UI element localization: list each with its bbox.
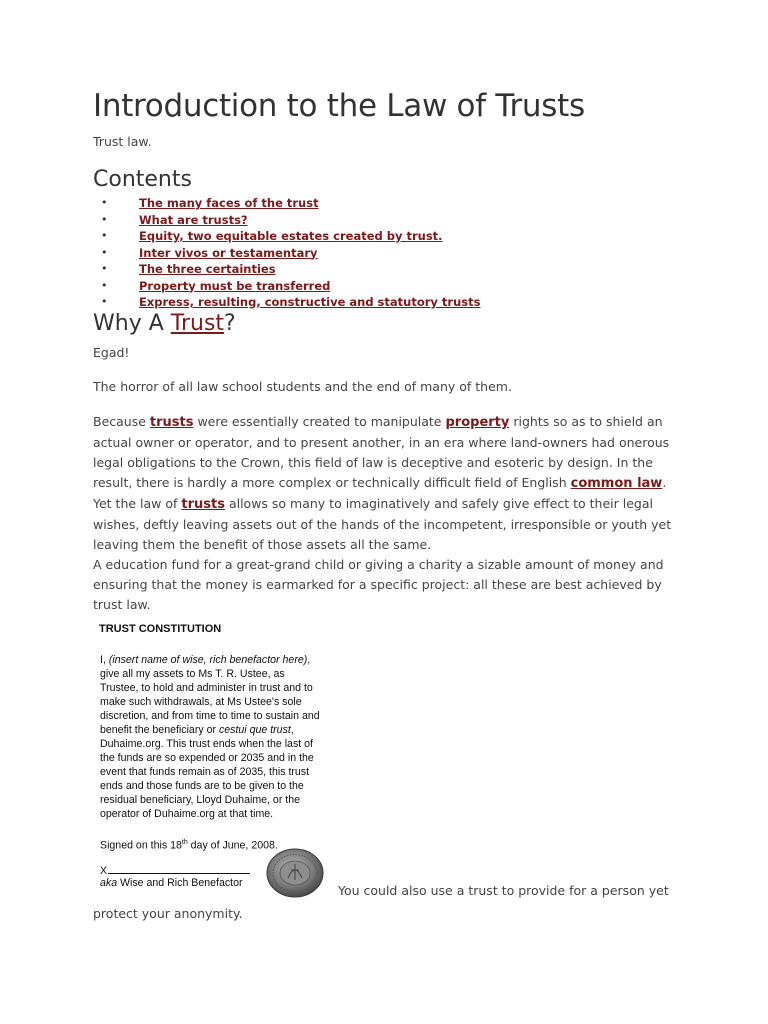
contents-heading: Contents — [93, 167, 192, 192]
toc-item — [93, 294, 593, 311]
text-span: Signed on this 18 — [100, 839, 182, 852]
aka-line — [100, 876, 243, 890]
trusts-link[interactable]: trusts — [149, 415, 194, 430]
common-law-link[interactable]: common law — [570, 476, 663, 491]
bullet-icon: • — [101, 295, 108, 308]
bullet-icon: • — [101, 262, 108, 275]
bullet-icon: • — [101, 196, 108, 209]
paragraph-because — [93, 412, 683, 615]
text-span: Yet the law of — [93, 496, 182, 511]
toc-item — [93, 228, 593, 245]
trust-constitution-body — [100, 653, 340, 821]
toc-link-three-certainties[interactable]: The three certainties — [139, 262, 276, 276]
after-image-text: You could also use a trust to provide for a person yet — [338, 883, 669, 898]
trust-constitution-heading: TRUST CONSTITUTION — [99, 623, 222, 635]
toc-link-what-are-trusts[interactable]: What are trusts? — [139, 212, 248, 227]
cestui-text: cestui que trust — [218, 724, 291, 736]
text-span: , Duhaime.org. This trust ends when the last of the funds are so expended or 2035 and in the event that funds remain as of 2035, this trust ends and those funds are to be given to the residual beneficiary, Lloyd Duhaime, or the operator of Duhaime.org at that time. — [100, 724, 314, 820]
superscript: th — [181, 839, 188, 846]
why-heading-prefix: Why A — [93, 311, 171, 336]
toc-link-many-faces[interactable]: The many faces of the trust — [139, 196, 319, 210]
why-heading — [93, 311, 236, 336]
text-span: day of June, 2008. — [187, 839, 278, 852]
paragraph-horror: The horror of all law school students and the end of many of them. — [93, 379, 512, 394]
toc-item — [93, 195, 593, 212]
toc-link-inter-vivos[interactable]: Inter vivos or testamentary — [139, 245, 318, 260]
bullet-icon: • — [101, 278, 108, 292]
page-subtitle: Trust law. — [93, 134, 152, 149]
text-span: I, — [100, 654, 109, 666]
bullet-icon: • — [101, 212, 108, 226]
benefactor-placeholder: (insert name of wise, rich benefactor here) — [108, 654, 308, 666]
text-span: A education fund for a great-grand child or giving a charity a sizable amount of money and ensuring that the money is earmarked for a specific project: all these are best achieved by trust law. — [93, 557, 664, 612]
why-heading-suffix: ? — [224, 311, 236, 336]
toc-link-equity[interactable]: Equity, two equitable estates created by trust. — [139, 229, 443, 243]
text-span: Wise and Rich Benefactor — [117, 877, 243, 889]
toc-item — [93, 278, 593, 295]
x-mark: X — [100, 865, 108, 877]
text-span: were essentially created to manipulate — [193, 414, 446, 429]
final-text: protect your anonymity. — [93, 906, 243, 921]
paragraph-egad: Egad! — [93, 345, 130, 360]
text-span: allows so many to imaginatively and safely give effect to their legal wishes, deftly leaving assets out of the hands of the incompetent, irresponsible or youth yet leaving them the benefit of those assets all the same. — [93, 496, 672, 552]
toc-link-express-resulting[interactable]: Express, resulting, constructive and statutory trusts — [139, 295, 481, 309]
bullet-icon: • — [101, 229, 108, 242]
signed-line — [100, 836, 278, 853]
trust-heading-link[interactable]: Trust — [170, 311, 225, 336]
page-title: Introduction to the Law of Trusts — [93, 88, 585, 124]
aka-word: aka — [100, 877, 118, 889]
toc-item — [93, 261, 593, 278]
trusts-link-2[interactable]: trusts — [181, 497, 225, 512]
bullet-icon: • — [101, 245, 108, 259]
text-span: Because — [93, 414, 150, 429]
toc-link-property-transferred[interactable]: Property must be transferred — [139, 278, 331, 293]
text-span: rights so as to shield an actual owner or operator, and to present another, in an era where land-owners had onerous legal obligations to the Crown, this field of law is deceptive and esoteric by design. In the result, there is hardly a more complex or technically difficult field of English — [93, 414, 670, 490]
toc-item — [93, 212, 593, 229]
text-span: . — [662, 475, 667, 490]
table-of-contents — [93, 195, 593, 311]
seal-icon — [266, 848, 324, 898]
signature-underline — [108, 863, 250, 874]
trust-constitution-image — [93, 622, 341, 889]
property-link[interactable]: property — [445, 415, 510, 430]
toc-item — [93, 245, 593, 262]
text-span: , give all my assets to Ms T. R. Ustee, as Trustee, to hold and administer in trust and to make such withdrawals, at Ms Ustee's sole discretion, and from time to time to sustain and benefit the beneficiary or — [100, 654, 320, 736]
